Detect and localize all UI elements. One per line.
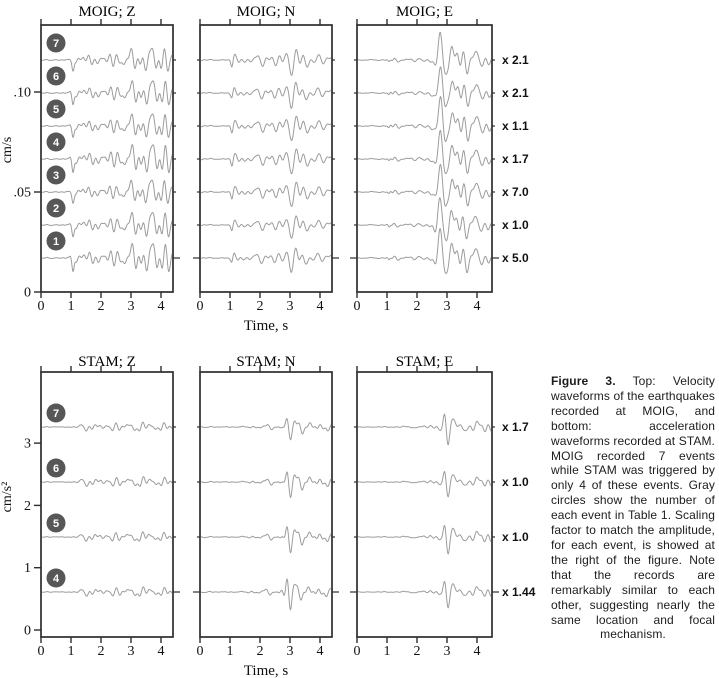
seismogram-trace-event-3 bbox=[200, 182, 332, 206]
event-number-5: 5 bbox=[52, 518, 60, 530]
x-tick-label: 0 bbox=[37, 299, 45, 314]
seismogram-trace-event-2 bbox=[200, 216, 332, 238]
scale-factor-label-event-2: x 1.0 bbox=[502, 218, 529, 232]
scale-factor-label-event-7: x 1.7 bbox=[502, 420, 529, 434]
event-number-7: 7 bbox=[52, 38, 60, 50]
trace-group-stam-n bbox=[200, 419, 332, 610]
panel-stam-z bbox=[0, 354, 180, 659]
x-tick-label: 0 bbox=[353, 299, 361, 314]
y-axis-label: cm/s bbox=[0, 136, 15, 164]
x-tick-label: 3 bbox=[286, 299, 294, 314]
panel-title-stam-e: STAM; E bbox=[395, 354, 454, 370]
x-tick-label: 2 bbox=[97, 299, 105, 314]
seismogram-trace-event-6 bbox=[200, 82, 332, 108]
trace-group-stam-e bbox=[357, 414, 492, 608]
x-tick-label: 3 bbox=[127, 299, 135, 314]
scale-factor-label-event-1: x 5.0 bbox=[502, 251, 529, 265]
seismogram-trace-event-6 bbox=[357, 472, 492, 497]
x-axis-label: Time, s bbox=[243, 318, 289, 334]
seismogram-trace-event-7 bbox=[357, 414, 492, 445]
scale-factor-label-event-6: x 1.0 bbox=[502, 475, 529, 489]
x-tick-label: 2 bbox=[413, 644, 421, 659]
seismogram-trace-event-5 bbox=[41, 532, 173, 542]
seismogram-trace-event-7 bbox=[200, 50, 332, 76]
x-axis-label: Time, s bbox=[243, 663, 289, 678]
panel-title-stam-n: STAM; N bbox=[236, 354, 296, 370]
seismogram-trace-event-2 bbox=[357, 198, 492, 241]
event-number-6: 6 bbox=[52, 71, 60, 83]
y-tick-label: .10 bbox=[13, 85, 31, 101]
event-number-1: 1 bbox=[52, 236, 60, 248]
event-number-4: 4 bbox=[52, 137, 60, 149]
panel-frame-moig-e bbox=[357, 25, 492, 292]
x-tick-label: 2 bbox=[97, 644, 105, 659]
seismogram-trace-event-4 bbox=[357, 130, 492, 173]
seismogram-trace-event-5 bbox=[357, 97, 492, 142]
y-tick-label: 2 bbox=[24, 498, 31, 514]
figure-caption-body: Top: Velocity waveforms of the earthquakes recorded at MOIG, and bottom: acceleration waveforms recorded at STAM. MOIG recorded 7 events while STAM was triggered by only 4 of these events. Gray circles show the number of each event in Table 1. Scaling factor to match the amplitude, for each event, is showed at the right of the figure. Note that the records are remarkably similar to each other, suggesting nearly the same location and focal mechanism. bbox=[551, 374, 715, 642]
x-tick-label: 4 bbox=[316, 299, 324, 314]
x-tick-label: 1 bbox=[383, 644, 391, 659]
x-tick-label: 2 bbox=[256, 644, 264, 659]
panel-stam-e bbox=[350, 354, 536, 659]
seismogram-trace-event-5 bbox=[200, 527, 332, 553]
x-tick-label: 2 bbox=[256, 299, 264, 314]
x-tick-label: 1 bbox=[383, 299, 391, 314]
scale-factor-label-event-6: x 2.1 bbox=[502, 86, 529, 100]
event-number-6: 6 bbox=[52, 463, 60, 475]
x-tick-label: 0 bbox=[37, 644, 45, 659]
figure-caption bbox=[551, 374, 715, 642]
seismogram-trace-event-4 bbox=[200, 579, 332, 610]
x-tick-label: 1 bbox=[67, 299, 75, 314]
y-tick-label: 3 bbox=[24, 436, 31, 452]
seismogram-trace-event-4 bbox=[357, 581, 492, 607]
figure-caption-label: Figure 3. bbox=[551, 374, 616, 388]
seismogram-trace-event-6 bbox=[41, 477, 173, 487]
scale-factor-label-event-4: x 1.7 bbox=[502, 152, 529, 166]
x-tick-label: 0 bbox=[196, 644, 204, 659]
event-number-2: 2 bbox=[52, 203, 60, 215]
seismogram-trace-event-5 bbox=[200, 116, 332, 140]
y-axis-label: cm/s² bbox=[0, 481, 15, 513]
panel-title-moig-n: MOIG; N bbox=[236, 4, 296, 20]
x-tick-label: 1 bbox=[226, 644, 234, 659]
x-tick-label: 0 bbox=[196, 299, 204, 314]
scale-factor-label-event-7: x 2.1 bbox=[502, 53, 529, 67]
seismogram-trace-event-5 bbox=[357, 526, 492, 555]
seismogram-trace-event-1 bbox=[200, 248, 332, 272]
scale-factor-label-event-5: x 1.0 bbox=[502, 530, 529, 544]
x-tick-label: 1 bbox=[226, 299, 234, 314]
x-tick-label: 3 bbox=[443, 299, 451, 314]
seismogram-trace-event-4 bbox=[41, 587, 173, 596]
panel-moig-n bbox=[193, 4, 339, 334]
seismogram-trace-event-7 bbox=[357, 32, 492, 74]
event-number-4: 4 bbox=[52, 573, 60, 585]
panel-stam-n bbox=[193, 354, 339, 678]
y-tick-label: .05 bbox=[13, 185, 31, 201]
scale-factor-label-event-4: x 1.44 bbox=[502, 585, 536, 599]
x-tick-label: 3 bbox=[443, 644, 451, 659]
scale-factor-label-event-5: x 1.1 bbox=[502, 119, 529, 133]
x-tick-label: 4 bbox=[473, 299, 481, 314]
seismogram-trace-event-6 bbox=[357, 67, 492, 107]
seismogram-trace-event-7 bbox=[200, 419, 332, 440]
scale-factor-label-event-3: x 7.0 bbox=[502, 185, 529, 199]
x-tick-label: 1 bbox=[67, 644, 75, 659]
panel-title-stam-z: STAM; Z bbox=[78, 354, 136, 370]
y-tick-label: 1 bbox=[24, 561, 31, 577]
x-tick-label: 4 bbox=[157, 299, 165, 314]
x-tick-label: 4 bbox=[473, 644, 481, 659]
x-tick-label: 3 bbox=[286, 644, 294, 659]
seismogram-trace-event-7 bbox=[41, 422, 173, 431]
seismogram-trace-event-1 bbox=[357, 229, 492, 274]
y-tick-label: 0 bbox=[24, 623, 31, 639]
x-tick-label: 3 bbox=[127, 644, 135, 659]
x-tick-label: 4 bbox=[157, 644, 165, 659]
panel-title-moig-z: MOIG; Z bbox=[78, 4, 136, 20]
panel-frame-stam-e bbox=[357, 372, 492, 637]
x-tick-label: 4 bbox=[316, 644, 324, 659]
panel-moig-e bbox=[350, 4, 529, 314]
x-tick-label: 2 bbox=[413, 299, 421, 314]
panel-title-moig-e: MOIG; E bbox=[395, 4, 454, 20]
seismogram-trace-event-3 bbox=[357, 164, 492, 206]
panel-frame-stam-n bbox=[200, 372, 332, 637]
y-tick-label: 0 bbox=[24, 285, 31, 301]
panel-frame-moig-z bbox=[41, 25, 173, 292]
seismogram-trace-event-7 bbox=[41, 48, 173, 71]
event-number-3: 3 bbox=[52, 170, 60, 182]
event-number-5: 5 bbox=[52, 104, 60, 116]
trace-group-moig-e bbox=[357, 32, 492, 273]
x-tick-label: 0 bbox=[353, 644, 361, 659]
event-number-7: 7 bbox=[52, 408, 60, 420]
panel-moig-z bbox=[0, 4, 180, 314]
seismogram-trace-event-6 bbox=[200, 472, 332, 498]
trace-group-moig-n bbox=[200, 50, 332, 273]
seismogram-trace-event-4 bbox=[200, 149, 332, 174]
